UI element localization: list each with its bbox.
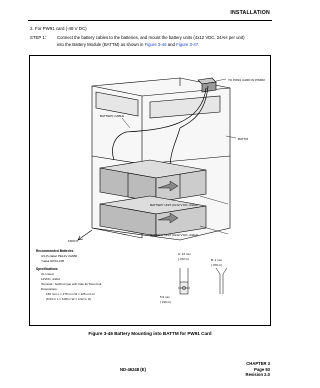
specs-line2: 12VDC, 24AH (41, 277, 60, 281)
chapter-label: CHAPTER 3 (246, 361, 270, 366)
callout-unit-b: BATTERY UNIT (2x12 V DC, 24AH) (150, 233, 198, 237)
specs-line5: 166 mm L × 175 mm W × 125 mm H (46, 292, 95, 296)
figure-link-3-47[interactable]: Figure 3-47 (176, 41, 199, 47)
section-header: INSTALLATION (230, 10, 270, 16)
specs-line1: UL Listed (41, 272, 54, 276)
step-1-text (30, 35, 275, 48)
recommended-line2: Yuasa NP24-12B (41, 259, 65, 263)
dim-b-mm: B: 2 mm (211, 258, 223, 262)
revision-label: Revision 2.0 (245, 372, 270, 377)
header-rule (28, 20, 272, 21)
specs-line6: (6.54 in L × 6.89 in W × 4.92 in H) (46, 297, 91, 301)
callout-battery-cable: BATTERY CABLE (100, 114, 125, 118)
figure-caption: Figure 3-46 Battery Mounting into BATTM for PW91 Card (88, 331, 212, 336)
callout-battm: BATTM (238, 137, 248, 141)
step-label: STEP 1: (30, 35, 46, 40)
step-heading: 2. For PW91 card (-48 V DC) (30, 26, 87, 31)
step-text-line1: Connect the battery cables to the batteries, and mount the battery units (4x12 VDC, 24AH per unit) (57, 35, 245, 40)
dim-a-mm: A: 12 mm (178, 252, 191, 256)
recommended-line1: GS Portalac PE12V 24AB0 (41, 254, 78, 258)
specs-title: Specifications (36, 267, 58, 271)
callout-front: FRONT (68, 239, 79, 243)
page-number: Page 93 (254, 366, 270, 372)
dim-b-in: (.079 in) (211, 263, 223, 267)
callout-unit-a: BATTERY UNIT (2x12 V DC, 24AH) (150, 203, 198, 207)
dim-c-in: (.216 in) (160, 300, 172, 304)
dim-a-in: (.472 in) (178, 257, 190, 261)
terminal-detail-drawing (178, 268, 227, 294)
specs-line3: Terminal : bolt/nut type with hole for 5mm bolt (41, 282, 102, 286)
page-info (246, 361, 270, 378)
front-arrow-icon (78, 230, 92, 240)
doc-id: ND-46248 (E) (120, 367, 146, 372)
dim-c-mm: 5.5 mm (160, 295, 171, 299)
battery-mounting-illustration (30, 56, 272, 327)
figure-link-3-46[interactable]: Figure 3-46 (144, 41, 167, 47)
recommended-title: Recommended Batteries (36, 249, 74, 253)
step-text-line2: into the Battery Module (BATTM) as shown in Figure 3-46 and Figure 3-47. (57, 41, 200, 47)
callout-to-card: TO PW91 CARD IN PWRM (228, 78, 265, 82)
figure-frame (29, 55, 271, 326)
specs-line4: Dimensions: (41, 287, 58, 291)
